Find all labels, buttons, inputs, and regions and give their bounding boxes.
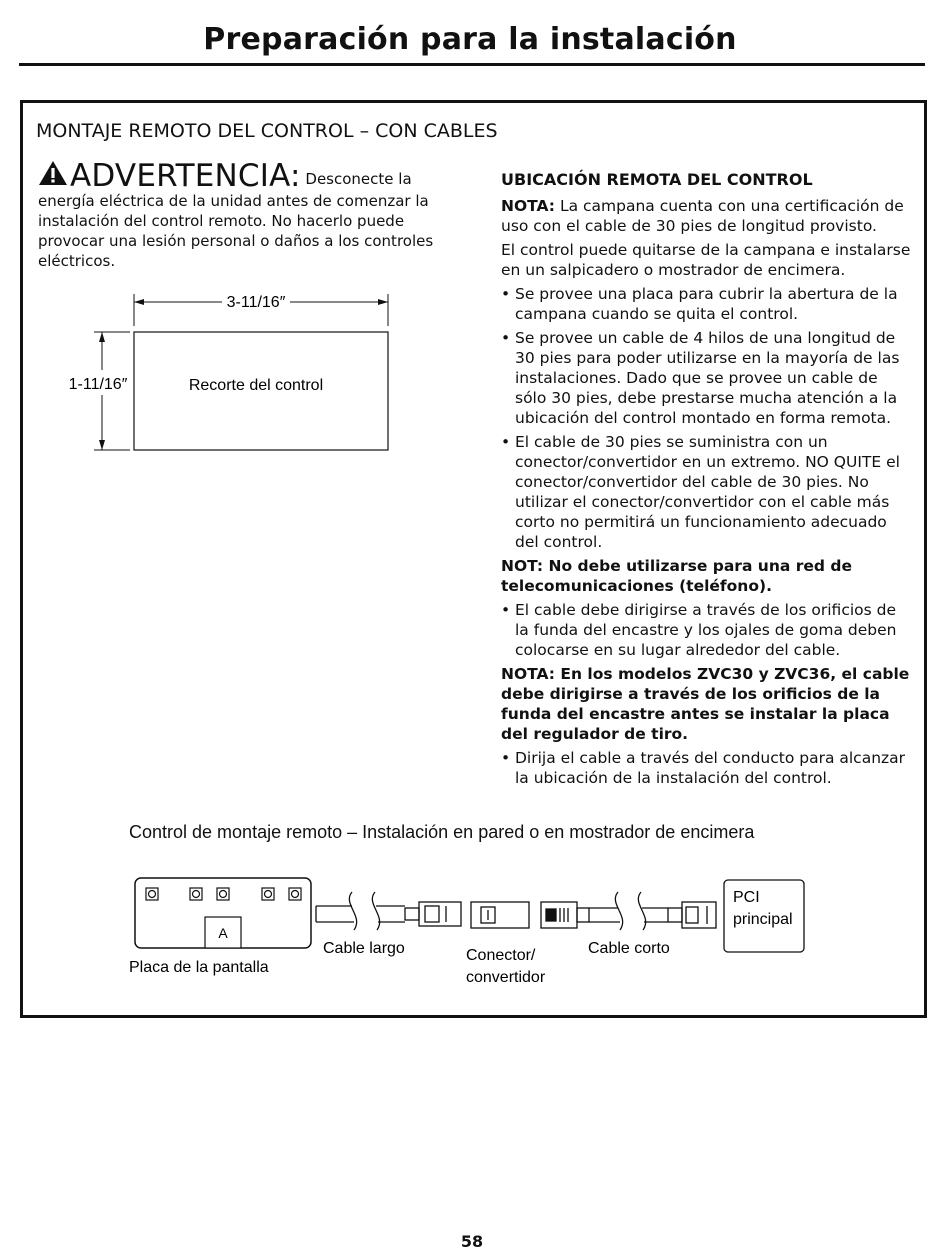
cutout-diagram xyxy=(60,290,400,460)
list-item: • El cable debe dirigirse a través de los orificios de la funda del encastre y los ojales de goma deben colocarse en su lugar alrededor del cable. xyxy=(501,600,913,660)
diagram-caption: Control de montaje remoto – Instalación en pared o en mostrador de encimera xyxy=(129,822,755,842)
list-item: • Se provee un cable de 4 hilos de una longitud de 30 pies para poder utilizarse en la mayoría de las instalaciones. Dado que se provee un cable de sólo 30 pies, debe prestarse mucha atención a la ubicación del control montado en forma remota. xyxy=(501,328,913,428)
warning-body: energía eléctrica de la unidad antes de comenzar la instalación del control remoto. No hacerlo puede provocar una lesión personal o daños a los controles eléctricos. xyxy=(38,192,434,270)
right-column xyxy=(501,170,913,792)
pcb-label-line1: PCI xyxy=(733,889,760,906)
page-title: Preparación para la instalación xyxy=(203,22,737,57)
pcb-label-line2: principal xyxy=(733,911,793,928)
page-number: 58 xyxy=(460,1232,484,1251)
wiring-diagram xyxy=(120,870,820,995)
connector-label-line2: convertidor xyxy=(466,969,546,986)
bullet-list-3 xyxy=(501,748,913,788)
note-label: NOTA: xyxy=(501,197,556,215)
bullet-list-2 xyxy=(501,600,913,660)
list-item: • Se provee una placa para cubrir la abertura de la campana cuando se quita el control. xyxy=(501,284,913,324)
title-rule xyxy=(19,63,925,66)
connector-label-line1: Conector/ xyxy=(466,947,536,964)
long-cable xyxy=(316,892,461,930)
note-certification xyxy=(501,196,913,236)
list-item: • Dirija el cable a través del conducto para alcanzar la ubicación de la instalación del control. xyxy=(501,748,913,788)
short-cable xyxy=(541,892,716,930)
list-item: • El cable de 30 pies se suministra con un conector/convertidor en un extremo. NO QUITE el conector/convertidor del cable de 30 pies. No utilizar el conector/convertidor con el cable más corto no permitirá un funcionamiento adecuado del control. xyxy=(501,432,913,552)
note-models: NOTA: En los modelos ZVC30 y ZVC36, el cable debe dirigirse a través de los orificios de la funda del encastre antes se instalar la placa del regulador de tiro. xyxy=(501,665,910,743)
cutout-width-label: 3-11/16″ xyxy=(226,294,286,311)
bullet-list-1 xyxy=(501,284,913,552)
display-plate-label: Placa de la pantalla xyxy=(129,959,269,976)
remote-location-heading: UBICACIÓN REMOTA DEL CONTROL xyxy=(501,170,813,189)
long-cable-label: Cable largo xyxy=(323,940,405,957)
warning-lead: Desconecte la xyxy=(305,170,412,188)
warning-triangle-icon xyxy=(38,160,68,191)
plate-box-label: A xyxy=(218,925,228,941)
section-title: MONTAJE REMOTO DEL CONTROL – CON CABLES xyxy=(36,120,498,142)
connector-converter xyxy=(471,902,529,928)
short-cable-label: Cable corto xyxy=(588,940,670,957)
cutout-label: Recorte del control xyxy=(188,377,324,394)
warning-block xyxy=(38,160,456,271)
warning-heading: ADVERTENCIA: xyxy=(70,158,301,194)
note-telecom: NOT: No debe utilizarse para una red de telecomunicaciones (teléfono). xyxy=(501,557,852,595)
note-certification-text: La campana cuenta con una certificación de uso con el cable de 30 pies de longitud provisto. xyxy=(501,197,904,235)
cutout-height-label: 1-11/16″ xyxy=(68,376,128,393)
paragraph-removal: El control puede quitarse de la campana e instalarse en un salpicadero o mostrador de encimera. xyxy=(501,241,911,279)
